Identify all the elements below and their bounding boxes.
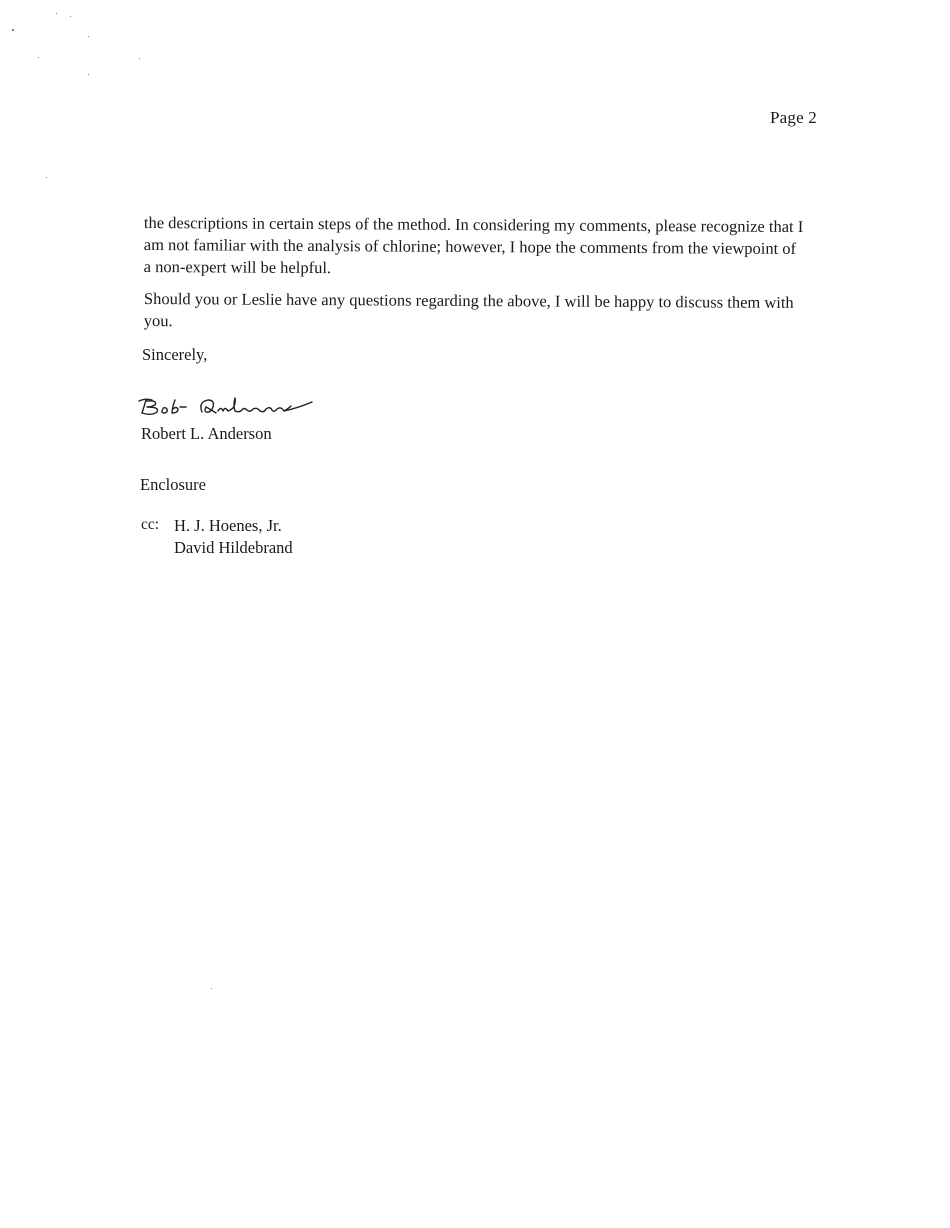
enclosure-note: Enclosure [140, 475, 206, 494]
body-paragraph-2: Should you or Leslie have any questions regarding the above, I will be happy to discuss them with you. [143, 288, 794, 331]
cc-recipient: David Hildebrand [174, 538, 293, 557]
handwritten-signature [136, 390, 316, 426]
scan-speck [211, 988, 212, 989]
page-number: Page 2 [770, 108, 817, 127]
scan-speck [70, 16, 71, 17]
scan-speck [46, 177, 47, 178]
signer-name: Robert L. Anderson [141, 424, 272, 443]
cc-label: cc: [141, 516, 160, 533]
body-paragraph-1: the descriptions in certain steps of the method. In considering my comments, please recognize that I am not familiar with the analysis of chlorine; however, I hope the comments from the viewpoint of a non-expert will be helpful. [143, 212, 804, 278]
scan-speck [12, 29, 14, 31]
scan-speck [56, 13, 57, 14]
scan-speck [38, 57, 39, 58]
closing-salutation: Sincerely, [142, 345, 208, 364]
cc-recipient-list [174, 515, 293, 559]
cc-recipient: H. J. Hoenes, Jr. [174, 516, 282, 535]
scan-speck [88, 36, 89, 37]
scan-speck [88, 74, 89, 75]
scan-speck [139, 58, 140, 59]
